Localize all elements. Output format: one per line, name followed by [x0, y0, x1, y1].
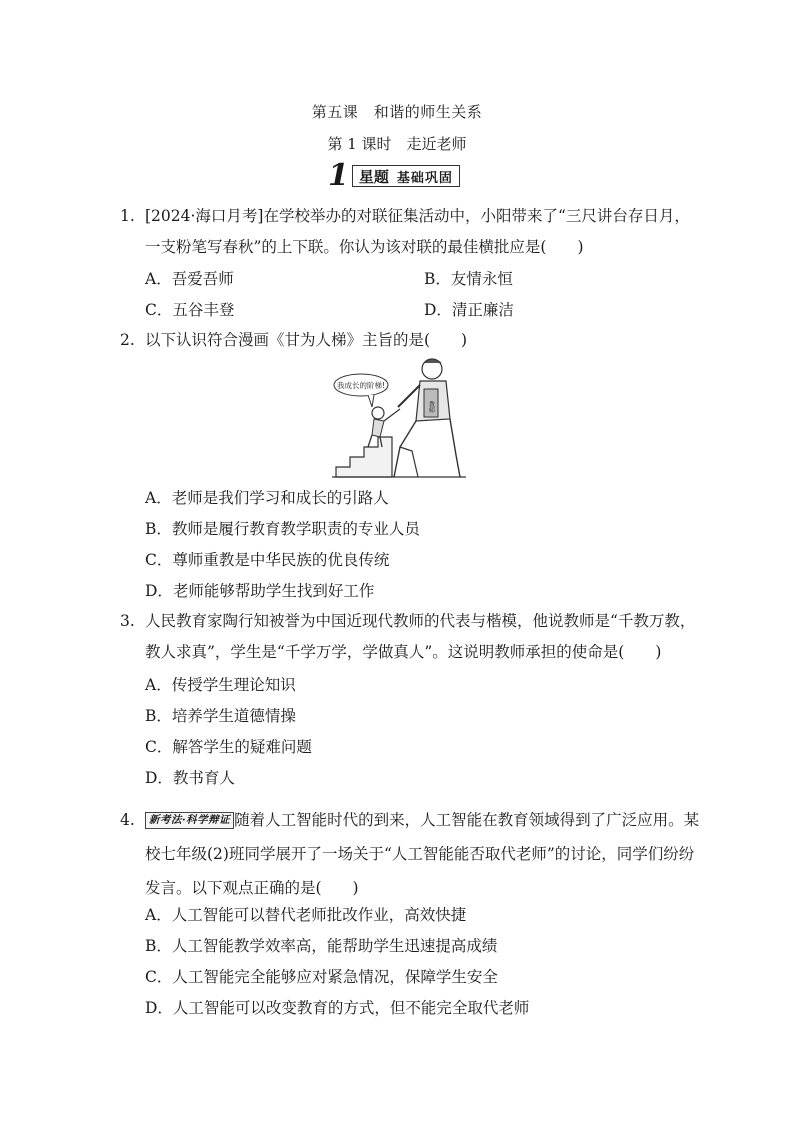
option-b[interactable]: B．友情永恒	[424, 270, 513, 288]
question-3	[120, 606, 700, 668]
speech-bubble-text: 我成长的阶梯!	[336, 381, 386, 390]
option-d[interactable]: D．清正廉洁	[424, 301, 514, 319]
option-a[interactable]: A．传授学生理论知识	[145, 676, 296, 694]
question-2	[120, 325, 700, 356]
level-star-text: 星题	[358, 167, 389, 186]
question-stem-text: 随着人工智能时代的到来，人工智能在教育领域得到了广泛应用。某校七年级(2)班同学展开了一场关于“人工智能能否取代老师”的讨论，同学们纷纷发言。以下观点正确的是( )	[145, 811, 700, 897]
option-d[interactable]: D．人工智能可以改变教育的方式，但不能完全取代老师	[145, 999, 530, 1017]
option-d[interactable]: D．老师能够帮助学生找到好工作	[145, 582, 375, 600]
level-number: 1	[328, 158, 349, 193]
question-tag: 新考法·科学辩证	[145, 812, 234, 829]
section-title: 第 1 课时 走近老师	[327, 135, 467, 153]
level-subtitle: 基础巩固	[396, 170, 453, 186]
question-number: 3.	[120, 612, 135, 630]
option-c[interactable]: C．尊师重教是中华民族的优良传统	[145, 551, 390, 569]
option-a[interactable]: A．人工智能可以替代老师批改作业，高效快捷	[145, 906, 467, 924]
cartoon-image	[328, 355, 468, 480]
option-b[interactable]: B．人工智能教学效率高，能帮助学生迅速提高成绩	[145, 937, 498, 955]
question-stem: 以下认识符合漫画《甘为人梯》主旨的是( )	[145, 331, 468, 349]
question-stem: 人民教育家陶行知被誉为中国近现代教师的代表与楷模，他说教师是“千教万教，教人求真”，学生是“千学万学，学做真人”。这说明教师承担的使命是( )	[145, 612, 696, 661]
question-4	[120, 803, 700, 905]
option-b[interactable]: B．教师是履行教育教学职责的专业人员	[145, 520, 420, 538]
question-number: 1.	[120, 207, 135, 225]
level-badge	[328, 158, 460, 193]
option-c[interactable]: C．人工智能完全能够应对紧急情况，保障学生安全	[145, 968, 498, 986]
question-stem: [2024·海口月考]在学校举办的对联征集活动中，小阳带来了“三尺讲台存日月，一支粉笔写春秋”的上下联。你认为该对联的最佳横批应是( )	[145, 207, 690, 256]
option-c[interactable]: C．五谷丰登	[145, 301, 235, 319]
option-a[interactable]: A．吾爱吾师	[145, 270, 234, 288]
lesson-title: 第五课 和谐的师生关系	[311, 103, 483, 121]
teacher-sign-text: 教师	[427, 401, 435, 413]
option-b[interactable]: B．培养学生道德情操	[145, 707, 296, 725]
option-a[interactable]: A．老师是我们学习和成长的引路人	[145, 489, 389, 507]
question-number: 4.	[120, 811, 135, 829]
option-c[interactable]: C．解答学生的疑难问题	[145, 738, 312, 756]
question-stem	[120, 803, 700, 905]
option-d[interactable]: D．教书育人	[145, 769, 235, 787]
question-number: 2.	[120, 331, 135, 349]
level-box	[352, 165, 460, 187]
question-1	[120, 201, 700, 263]
